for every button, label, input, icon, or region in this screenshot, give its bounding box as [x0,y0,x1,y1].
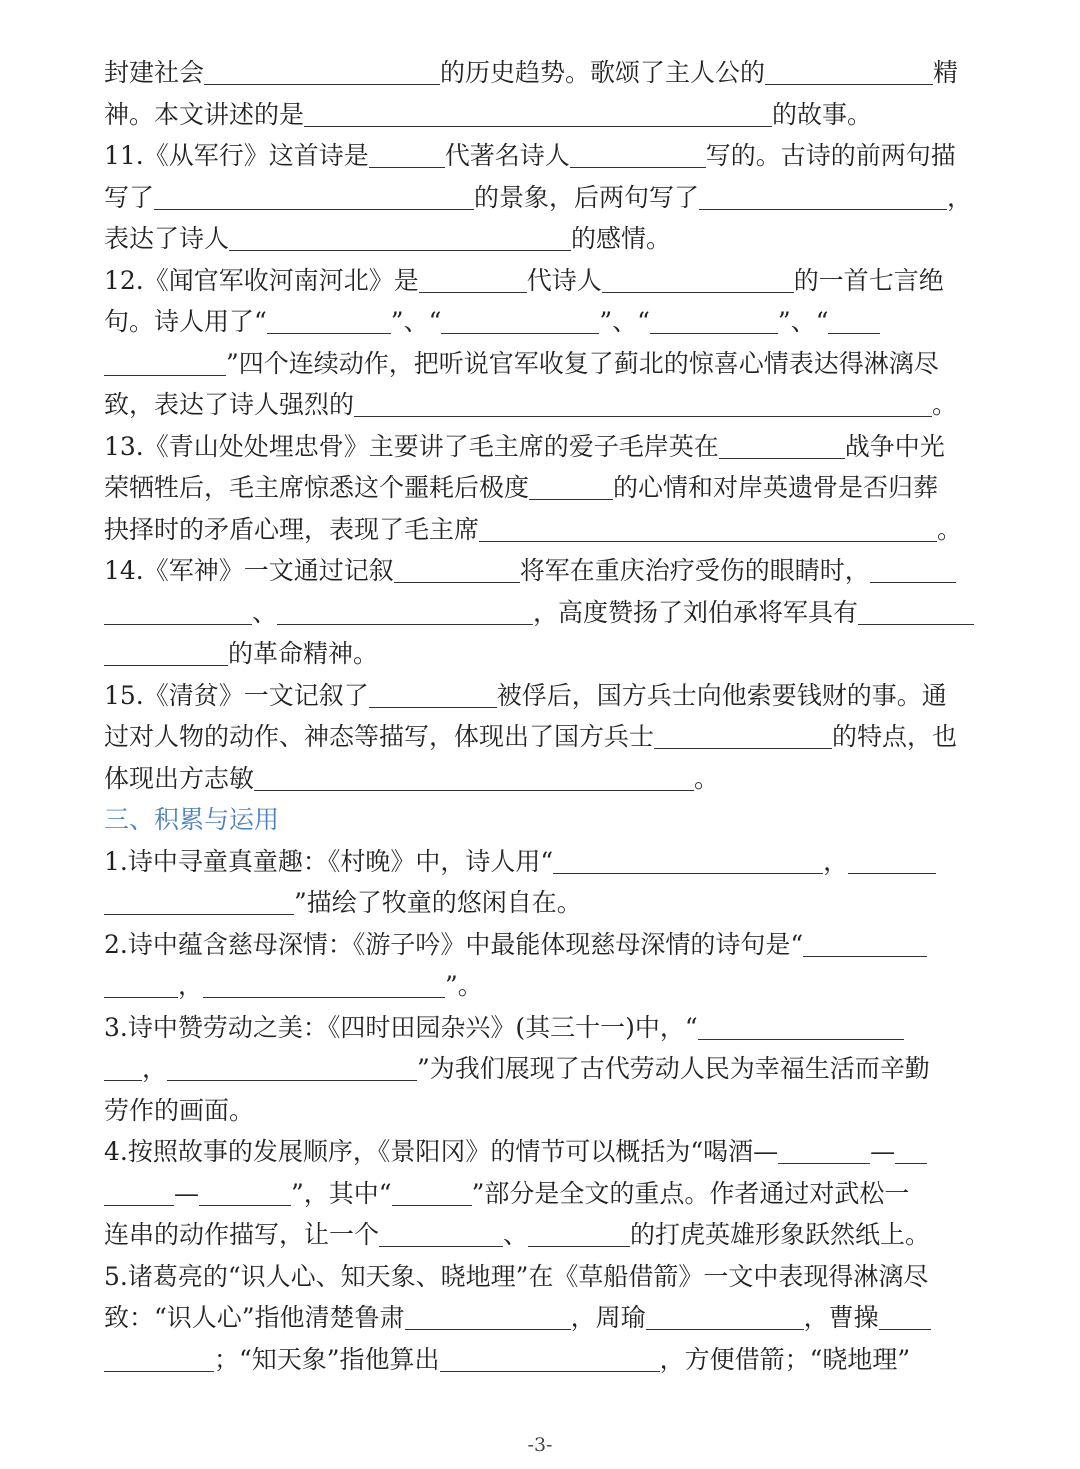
text-line [104,177,976,219]
answer-blank[interactable] [394,555,520,583]
text-line [104,1090,976,1132]
text-segment: 劳作的画面。 [104,1095,255,1125]
answer-blank[interactable] [104,970,178,998]
answer-blank[interactable] [405,1302,571,1330]
text-line [104,633,976,675]
text-segment: ”，其中“ [291,1178,392,1208]
answer-blank[interactable] [699,182,947,210]
text-segment: 的特点，也 [832,722,958,751]
text-line [104,384,976,426]
text-segment: 3.诗中赞劳动之美：《四时田园杂兴》(其三十一)中，“ [104,1012,698,1042]
text-segment: 体现出方志敏 [104,763,255,793]
answer-blank[interactable] [104,1178,174,1206]
answer-blank[interactable] [646,1302,804,1330]
text-segment: ”、“ [390,307,442,336]
answer-blank[interactable] [199,1178,291,1206]
text-segment: 11.《从军行》这首诗是 [104,141,369,170]
text-segment: 抉择时的矛盾心理，表现了毛主席 [104,514,480,544]
text-line [104,758,976,800]
text-line [104,94,976,136]
answer-blank[interactable] [277,597,533,625]
answer-blank[interactable] [254,763,694,791]
answer-blank[interactable] [204,57,440,85]
text-segment: 2.诗中蕴含慈母深情：《游子吟》中最能体现慈母深情的诗句是“ [104,929,804,959]
text-line [104,1297,976,1339]
text-line [104,882,976,924]
answer-blank[interactable] [858,597,974,625]
text-line [104,426,976,468]
text-line [104,1339,976,1381]
answer-blank[interactable] [441,306,599,334]
text-segment: 荣牺牲后，毛主席惊悉这个噩耗后极度 [104,473,530,502]
answer-blank[interactable] [154,182,474,210]
text-segment: ，高度赞扬了刘伯承将军具有 [533,597,859,627]
text-line [104,509,976,551]
text-segment: ，方便借箭；“晓地理” [659,1344,911,1374]
answer-blank[interactable] [778,1136,870,1164]
answer-blank[interactable] [803,929,927,957]
text-line [104,675,976,717]
text-line [104,1131,976,1173]
text-line [104,1214,976,1256]
text-segment: 致，表达了诗人强烈的 [104,390,355,419]
text-line [104,260,976,302]
text-segment: ”、“ [599,307,650,336]
text-segment: 的景象，后两句写了 [474,182,700,212]
answer-blank[interactable] [654,721,832,749]
text-line [104,924,976,966]
text-line [104,716,976,758]
text-segment: 写的。古诗的前两句描 [705,141,956,170]
text-segment: 13.《青山处处埋忠骨》主要讲了毛主席的爱子毛岸英在 [104,431,719,461]
text-segment: 1.诗中寻童真童趣：《村晚》中，诗人用“ [104,846,554,876]
text-line [104,592,976,634]
answer-blank[interactable] [479,514,937,542]
text-line [104,1048,976,1090]
answer-blank[interactable] [698,1012,904,1040]
text-line [104,1256,976,1298]
answer-blank[interactable] [354,389,932,417]
answer-blank[interactable] [719,431,845,459]
answer-blank[interactable] [104,638,228,666]
text-segment: 12.《闻官军收河南河北》是 [104,265,419,295]
answer-blank[interactable] [203,970,445,998]
answer-blank[interactable] [870,555,956,583]
text-segment: 的一首七言绝 [793,265,944,295]
text-segment: ， [142,1054,168,1083]
answer-blank[interactable] [879,1302,931,1330]
text-segment: — [174,1178,199,1208]
text-line [104,799,976,841]
text-segment: 的革命精神。 [228,639,379,668]
text-line [104,467,976,509]
text-segment: ”。 [445,971,483,1000]
text-segment: 的感情。 [571,224,672,253]
answer-blank[interactable] [229,223,571,251]
text-segment: 、 [503,1220,529,1249]
text-segment: ，周瑜 [570,1303,646,1332]
answer-blank[interactable] [104,1344,214,1372]
answer-blank[interactable] [848,846,936,874]
text-line [104,135,976,177]
text-segment: ”描绘了牧童的悠闲自在。 [294,888,582,917]
text-segment: 精 [933,58,959,87]
answer-blank[interactable] [392,1178,472,1206]
text-segment: 、 [252,597,278,627]
text-segment: 被俘后，国方兵士向他索要钱财的事。通 [496,680,947,710]
text-segment: 写了 [104,182,155,212]
answer-blank[interactable] [369,680,497,708]
text-segment: 表达了诗人 [104,224,230,253]
text-segment: 15.《清贫》一文记叙了 [104,680,369,710]
text-segment: 。 [932,390,958,419]
text-segment: ”部分是全文的重点。作者通过对武松一 [471,1178,910,1208]
answer-blank[interactable] [765,57,933,85]
text-segment: 封建社会 [104,58,205,87]
answer-blank[interactable] [104,348,226,376]
text-line [104,841,976,883]
text-line [104,52,976,94]
text-line [104,301,976,343]
answer-blank[interactable] [553,846,823,874]
text-segment: 5.诸葛亮的“识人心、知天象、晓地理”在《草船借箭》一文中表现得淋漓尽 [104,1261,929,1291]
text-line [104,1173,976,1215]
text-segment: 的心情和对岸英遗骨是否归葬 [613,473,939,502]
answer-blank[interactable] [167,1053,417,1081]
text-segment: 。 [937,514,963,544]
answer-blank[interactable] [602,265,794,293]
text-segment: 连串的动作描写，让一个 [104,1220,380,1249]
text-segment: 的故事。 [772,99,873,129]
text-line [104,1007,976,1049]
text-segment: 的打虎英雄形象跃然纸上。 [630,1220,931,1249]
text-line [104,218,976,260]
answer-blank[interactable] [369,140,445,168]
text-segment: 代著名诗人 [444,141,570,170]
text-segment: ”、“ [777,307,829,336]
answer-blank[interactable] [267,306,391,334]
text-segment: — [870,1137,896,1166]
text-line [104,343,976,385]
answer-blank[interactable] [104,597,252,625]
answer-blank[interactable] [828,306,880,334]
text-segment: 战争中光 [844,431,945,461]
answer-blank[interactable] [895,1136,927,1164]
text-segment: ， [947,182,973,212]
answer-blank[interactable] [528,1219,630,1247]
text-segment: 的历史趋势。歌颂了主人公的 [440,58,766,87]
text-segment: 代诗人 [526,265,602,295]
text-segment: ；“知天象”指他算出 [214,1344,440,1374]
text-line [104,550,976,592]
answer-blank[interactable] [304,99,772,127]
text-segment: 。 [694,763,720,793]
worksheet-body [104,52,976,1380]
section-heading: 三、积累与运用 [104,805,280,834]
text-line [104,965,976,1007]
text-segment: 过对人物的动作、神态等描写，体现出了国方兵士 [104,722,655,751]
answer-blank[interactable] [440,1344,660,1372]
answer-blank[interactable] [529,472,613,500]
text-segment: ，曹操 [803,1303,879,1332]
text-segment: ， [823,846,849,876]
text-segment: 14.《军神》一文通过记叙 [104,556,394,585]
text-segment: 句。诗人用了“ [104,307,267,336]
text-segment: ”为我们展现了古代劳动人民为幸福生活而辛勤 [417,1054,930,1083]
page-number: -3- [527,1434,553,1456]
answer-blank[interactable] [104,887,294,915]
text-segment: ， [178,971,204,1000]
text-segment: 致：“识人心”指他清楚鲁肃 [104,1303,405,1332]
text-segment: 将军在重庆治疗受伤的眼睛时， [519,556,870,585]
text-segment: ”四个连续动作，把听说官军收复了蓟北的惊喜心情表达得淋漓尽 [226,348,939,378]
answer-blank[interactable] [379,1219,503,1247]
text-segment: 4.按照故事的发展顺序，《景阳冈》的情节可以概括为“喝酒— [104,1137,779,1166]
answer-blank[interactable] [570,140,706,168]
text-segment: 神。本文讲述的是 [104,99,305,129]
answer-blank[interactable] [104,1053,142,1081]
answer-blank[interactable] [650,306,778,334]
answer-blank[interactable] [419,265,527,293]
